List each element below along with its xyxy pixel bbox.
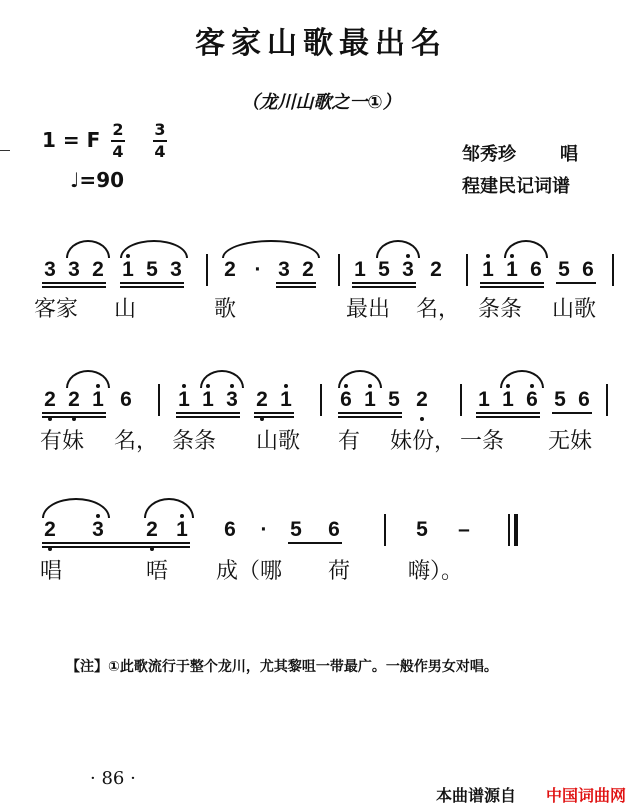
- score-note: 2: [224, 258, 236, 281]
- beam-underline: [288, 542, 342, 544]
- slur-arc: [120, 240, 188, 258]
- score-note: 1: [92, 388, 104, 411]
- score-note: 5: [290, 518, 302, 541]
- score-note: 2: [256, 388, 268, 411]
- page-title: 客家山歌最出名: [195, 26, 447, 61]
- recorder-credit: 程建民记词谱: [462, 176, 570, 197]
- slur-arc: [338, 370, 382, 388]
- beam-underline: [338, 412, 402, 414]
- score-note: 5: [146, 258, 158, 281]
- lyric-syllable: 最出: [346, 297, 391, 322]
- beam-underline: [338, 416, 402, 418]
- slur-arc: [42, 498, 110, 518]
- final-bar-thin: [508, 514, 510, 546]
- score-note: 2: [68, 388, 80, 411]
- key-signature: 1 = F: [42, 128, 101, 152]
- score-note: 3: [226, 388, 238, 411]
- singer-credit: [462, 140, 578, 166]
- footnote: 【注】①此歌流行于整个龙川，尤其黎咀一带最广。一般作男女对唱。: [66, 659, 498, 675]
- source-label: 本曲谱源自: [436, 786, 517, 805]
- beam-underline: [120, 286, 184, 288]
- score-note: 2: [92, 258, 104, 281]
- score-note: 6: [582, 258, 594, 281]
- beam-underline: [276, 282, 316, 284]
- high-octave-dot: [182, 384, 186, 388]
- score-note: 6: [224, 518, 236, 541]
- low-octave-dot: [420, 417, 424, 421]
- score-note: 1: [178, 388, 190, 411]
- score-note: 1: [202, 388, 214, 411]
- beam-underline: [276, 286, 316, 288]
- lyric-syllable: 有妹: [40, 429, 85, 454]
- score-note: 1: [176, 518, 188, 541]
- lyric-syllable: 一条: [460, 429, 505, 454]
- score-note: 5: [554, 388, 566, 411]
- score-note: 5: [388, 388, 400, 411]
- beam-underline: [476, 416, 540, 418]
- slur-arc: [500, 370, 544, 388]
- lyric-syllable: 名，: [114, 429, 159, 454]
- score-note: 2: [146, 518, 158, 541]
- slur-arc: [504, 240, 548, 258]
- subtitle: （龙川山歌之一①）: [241, 92, 401, 113]
- score-note: 3: [402, 258, 414, 281]
- high-octave-dot: [486, 254, 490, 258]
- score-note: 1: [482, 258, 494, 281]
- score-note: 6: [530, 258, 542, 281]
- beam-underline: [480, 286, 544, 288]
- score-note: –: [458, 518, 470, 541]
- slur-arc: [222, 240, 320, 258]
- slur-arc: [66, 240, 110, 258]
- slur-arc: [144, 498, 194, 518]
- bar-line: [612, 254, 614, 286]
- score-note: 1: [502, 388, 514, 411]
- lyric-syllable: 歌: [214, 297, 237, 322]
- bar-line: [338, 254, 340, 286]
- beam-underline: [42, 546, 190, 548]
- slur-arc: [200, 370, 244, 388]
- time-signature-2: 3 4: [154, 120, 166, 161]
- lyric-syllable: 山: [114, 297, 137, 322]
- beam-underline: [254, 412, 294, 414]
- lyric-syllable: 荷: [328, 559, 351, 584]
- beam-underline: [476, 412, 540, 414]
- score-note: 6: [120, 388, 132, 411]
- beam-underline: [120, 282, 184, 284]
- score-note: 1: [280, 388, 292, 411]
- score-note: 3: [68, 258, 80, 281]
- site-watermark: 中国词曲网: [546, 786, 627, 805]
- lyric-syllable: 唱: [40, 559, 63, 584]
- beam-underline: [42, 286, 106, 288]
- page-number: · 86 ·: [90, 768, 136, 789]
- score-note: 3: [92, 518, 104, 541]
- lyric-syllable: 山歌: [256, 429, 301, 454]
- margin-mark: [0, 150, 10, 151]
- score-note: 2: [44, 518, 56, 541]
- lyric-syllable: 嗨）。: [408, 559, 464, 584]
- lyric-syllable: 客家: [34, 297, 79, 322]
- final-bar-thick: [514, 514, 518, 546]
- tempo-marking: ♩=90: [70, 168, 125, 192]
- slur-arc: [376, 240, 420, 258]
- score-note: ·: [254, 258, 262, 281]
- score-note: 2: [430, 258, 442, 281]
- beam-underline: [42, 416, 106, 418]
- beam-underline: [480, 282, 544, 284]
- beam-underline: [176, 412, 240, 414]
- lyric-syllable: 成（哪: [216, 559, 283, 584]
- score-note: 1: [478, 388, 490, 411]
- score-note: 2: [302, 258, 314, 281]
- bar-line: [460, 384, 462, 416]
- score-note: ·: [260, 518, 268, 541]
- score-note: 1: [364, 388, 376, 411]
- lyric-syllable: 山歌: [552, 297, 597, 322]
- lyric-syllable: 无妹: [548, 429, 593, 454]
- singer-name: 邹秀珍: [462, 144, 516, 165]
- beam-underline: [254, 416, 294, 418]
- score-note: 1: [122, 258, 134, 281]
- score-note: 2: [44, 388, 56, 411]
- bar-line: [466, 254, 468, 286]
- lyric-syllable: 唔: [146, 559, 169, 584]
- singer-role: 唱: [560, 144, 578, 165]
- score-note: 1: [354, 258, 366, 281]
- beam-underline: [42, 542, 190, 544]
- beam-underline: [42, 412, 106, 414]
- lyric-syllable: 有: [338, 429, 361, 454]
- high-octave-dot: [284, 384, 288, 388]
- time-signature-1: 2 4: [112, 120, 124, 161]
- bar-line: [320, 384, 322, 416]
- score-note: 6: [526, 388, 538, 411]
- beam-underline: [176, 416, 240, 418]
- lyric-syllable: 条条: [478, 297, 523, 322]
- score-note: 6: [340, 388, 352, 411]
- score-note: 5: [378, 258, 390, 281]
- beam-underline: [552, 412, 592, 414]
- score-note: 6: [328, 518, 340, 541]
- beam-underline: [352, 282, 416, 284]
- score-note: 3: [44, 258, 56, 281]
- score-note: 6: [578, 388, 590, 411]
- score-note: 2: [416, 388, 428, 411]
- lyric-syllable: 条条: [172, 429, 217, 454]
- score-note: 5: [416, 518, 428, 541]
- slur-arc: [66, 370, 110, 388]
- score-note: 3: [170, 258, 182, 281]
- score-note: 5: [558, 258, 570, 281]
- beam-underline: [556, 282, 596, 284]
- bar-line: [606, 384, 608, 416]
- score-note: 3: [278, 258, 290, 281]
- lyric-syllable: 名，: [416, 297, 461, 322]
- bar-line: [384, 514, 386, 546]
- beam-underline: [352, 286, 416, 288]
- beam-underline: [42, 282, 106, 284]
- score-note: 1: [506, 258, 518, 281]
- bar-line: [206, 254, 208, 286]
- bar-line: [158, 384, 160, 416]
- lyric-syllable: 妹份，: [390, 429, 457, 454]
